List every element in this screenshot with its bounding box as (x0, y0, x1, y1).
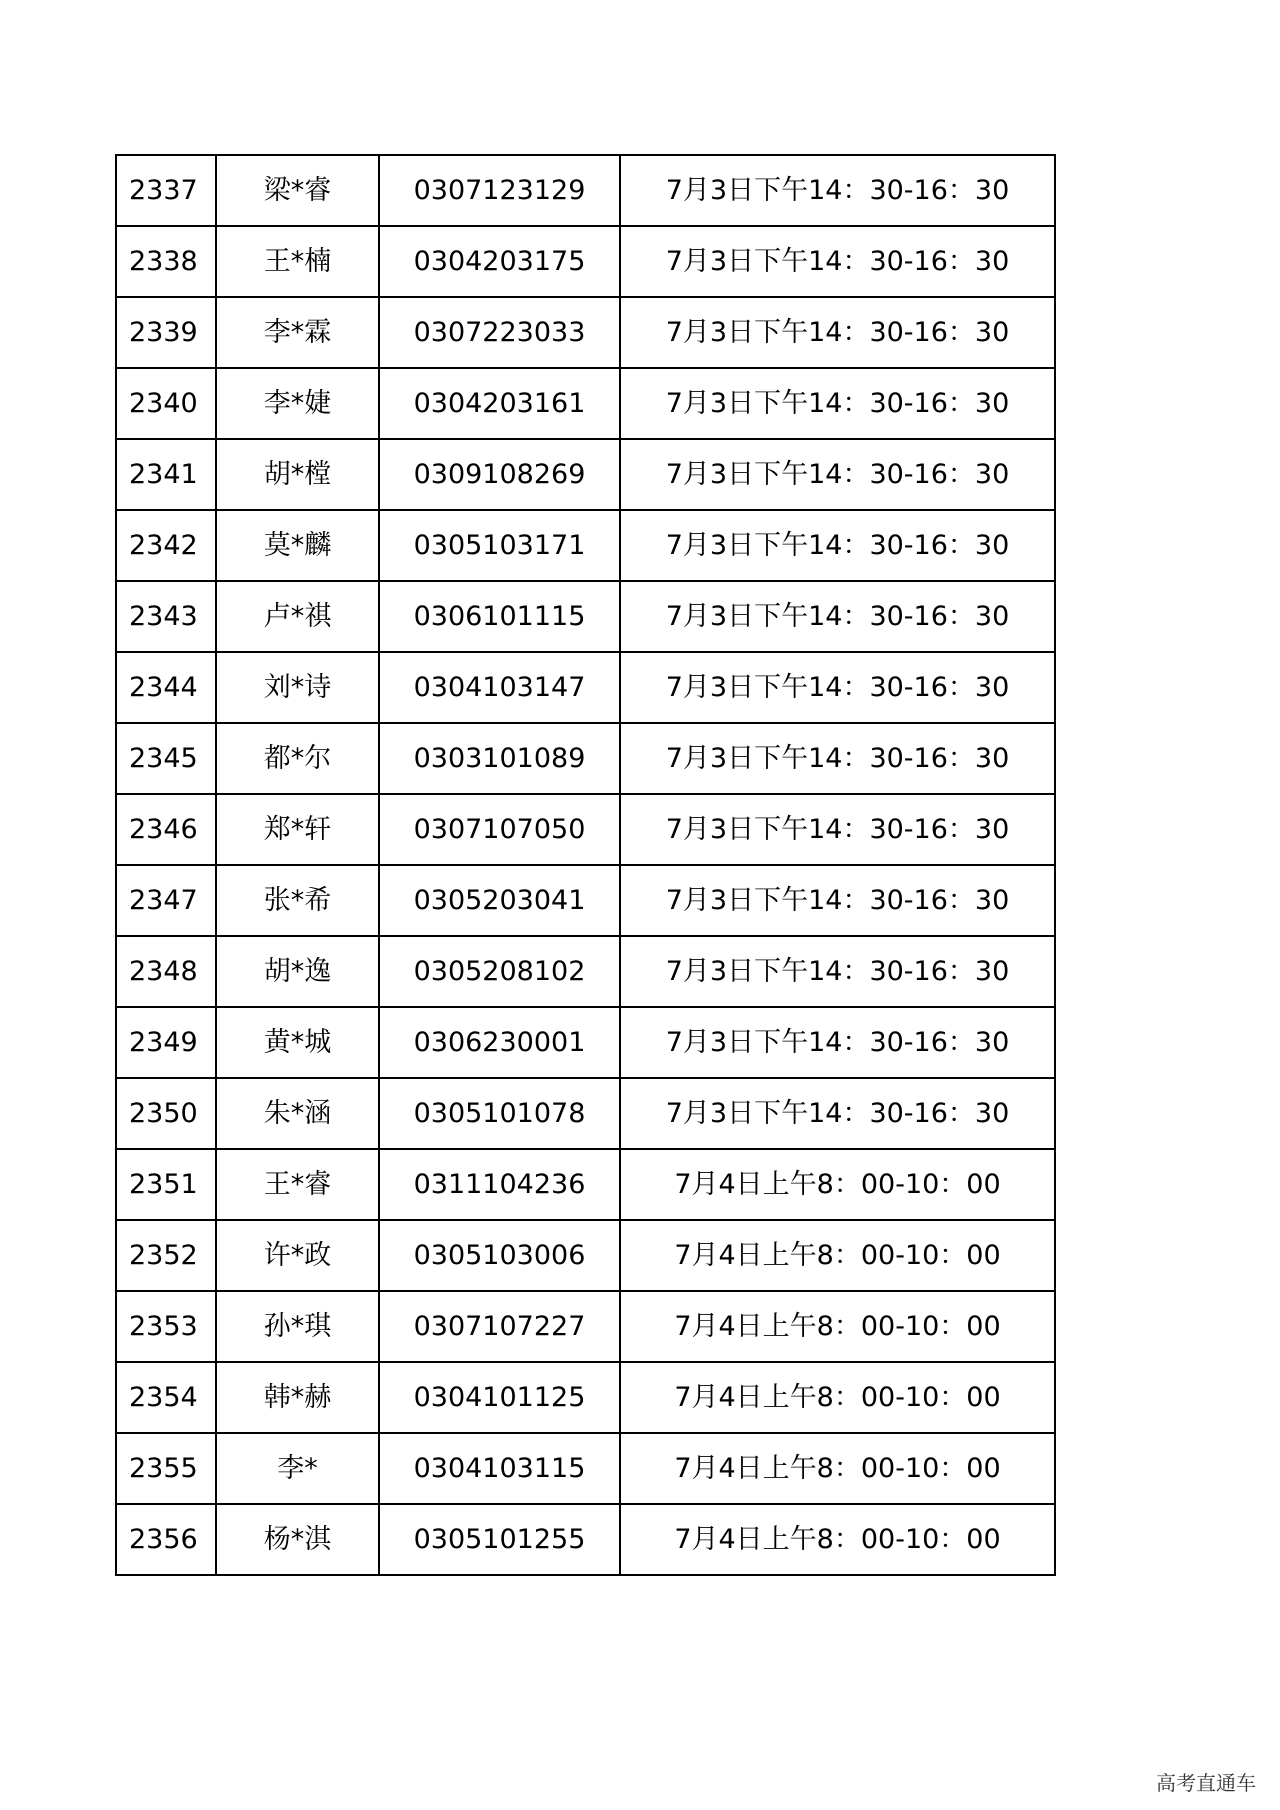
cell-number: 2346 (116, 794, 216, 865)
cell-name: 李* (216, 1433, 379, 1504)
cell-time: 7月4日上午8：00-10：00 (620, 1433, 1055, 1504)
cell-number: 2345 (116, 723, 216, 794)
cell-number: 2354 (116, 1362, 216, 1433)
table-row (116, 1291, 1055, 1362)
table-row (116, 439, 1055, 510)
cell-number: 2340 (116, 368, 216, 439)
cell-id: 0305203041 (379, 865, 620, 936)
cell-number: 2349 (116, 1007, 216, 1078)
cell-name: 李*婕 (216, 368, 379, 439)
cell-time: 7月3日下午14：30-16：30 (620, 652, 1055, 723)
cell-time: 7月3日下午14：30-16：30 (620, 865, 1055, 936)
table-row (116, 510, 1055, 581)
table-row (116, 226, 1055, 297)
cell-name: 胡*逸 (216, 936, 379, 1007)
cell-number: 2338 (116, 226, 216, 297)
cell-id: 0304103147 (379, 652, 620, 723)
cell-number: 2342 (116, 510, 216, 581)
cell-number: 2344 (116, 652, 216, 723)
cell-id: 0305208102 (379, 936, 620, 1007)
cell-time: 7月3日下午14：30-16：30 (620, 936, 1055, 1007)
cell-name: 孙*琪 (216, 1291, 379, 1362)
cell-time: 7月3日下午14：30-16：30 (620, 581, 1055, 652)
cell-id: 0307123129 (379, 155, 620, 226)
cell-id: 0311104236 (379, 1149, 620, 1220)
cell-id: 0304101125 (379, 1362, 620, 1433)
cell-time: 7月4日上午8：00-10：00 (620, 1362, 1055, 1433)
table-row (116, 1220, 1055, 1291)
cell-name: 梁*睿 (216, 155, 379, 226)
watermark-text: 高考直通车 (1156, 1771, 1256, 1795)
cell-number: 2351 (116, 1149, 216, 1220)
cell-time: 7月3日下午14：30-16：30 (620, 226, 1055, 297)
cell-time: 7月3日下午14：30-16：30 (620, 439, 1055, 510)
cell-id: 0304203175 (379, 226, 620, 297)
table-row (116, 1433, 1055, 1504)
cell-name: 郑*轩 (216, 794, 379, 865)
table-row (116, 1149, 1055, 1220)
cell-number: 2337 (116, 155, 216, 226)
table-row (116, 1362, 1055, 1433)
cell-id: 0307223033 (379, 297, 620, 368)
cell-id: 0305101255 (379, 1504, 620, 1575)
cell-name: 刘*诗 (216, 652, 379, 723)
cell-time: 7月4日上午8：00-10：00 (620, 1220, 1055, 1291)
cell-number: 2339 (116, 297, 216, 368)
cell-time: 7月3日下午14：30-16：30 (620, 1078, 1055, 1149)
table-row (116, 1078, 1055, 1149)
cell-id: 0304103115 (379, 1433, 620, 1504)
table-row (116, 368, 1055, 439)
table-row (116, 297, 1055, 368)
cell-time: 7月3日下午14：30-16：30 (620, 723, 1055, 794)
cell-name: 杨*淇 (216, 1504, 379, 1575)
cell-name: 朱*涵 (216, 1078, 379, 1149)
cell-number: 2347 (116, 865, 216, 936)
cell-id: 0307107227 (379, 1291, 620, 1362)
cell-time: 7月3日下午14：30-16：30 (620, 1007, 1055, 1078)
cell-name: 王*楠 (216, 226, 379, 297)
cell-name: 张*希 (216, 865, 379, 936)
cell-id: 0305103171 (379, 510, 620, 581)
cell-number: 2343 (116, 581, 216, 652)
cell-number: 2350 (116, 1078, 216, 1149)
table-row (116, 1007, 1055, 1078)
table-row (116, 581, 1055, 652)
table-row (116, 652, 1055, 723)
cell-time: 7月4日上午8：00-10：00 (620, 1504, 1055, 1575)
cell-name: 都*尔 (216, 723, 379, 794)
cell-id: 0305101078 (379, 1078, 620, 1149)
cell-time: 7月4日上午8：00-10：00 (620, 1149, 1055, 1220)
cell-id: 0306230001 (379, 1007, 620, 1078)
cell-time: 7月3日下午14：30-16：30 (620, 297, 1055, 368)
cell-id: 0303101089 (379, 723, 620, 794)
cell-name: 黄*城 (216, 1007, 379, 1078)
cell-number: 2341 (116, 439, 216, 510)
cell-name: 王*睿 (216, 1149, 379, 1220)
table-row (116, 936, 1055, 1007)
cell-name: 许*政 (216, 1220, 379, 1291)
table-body (116, 155, 1055, 1575)
cell-number: 2348 (116, 936, 216, 1007)
cell-time: 7月3日下午14：30-16：30 (620, 794, 1055, 865)
table-row (116, 723, 1055, 794)
schedule-table (115, 154, 1056, 1576)
cell-id: 0307107050 (379, 794, 620, 865)
cell-name: 胡*樘 (216, 439, 379, 510)
cell-time: 7月3日下午14：30-16：30 (620, 510, 1055, 581)
cell-id: 0305103006 (379, 1220, 620, 1291)
cell-time: 7月4日上午8：00-10：00 (620, 1291, 1055, 1362)
cell-id: 0306101115 (379, 581, 620, 652)
cell-id: 0304203161 (379, 368, 620, 439)
cell-number: 2356 (116, 1504, 216, 1575)
table-row (116, 155, 1055, 226)
cell-name: 卢*祺 (216, 581, 379, 652)
cell-name: 李*霖 (216, 297, 379, 368)
cell-number: 2352 (116, 1220, 216, 1291)
table-row (116, 1504, 1055, 1575)
cell-name: 韩*赫 (216, 1362, 379, 1433)
cell-time: 7月3日下午14：30-16：30 (620, 155, 1055, 226)
table-row (116, 794, 1055, 865)
cell-time: 7月3日下午14：30-16：30 (620, 368, 1055, 439)
table-row (116, 865, 1055, 936)
cell-name: 莫*麟 (216, 510, 379, 581)
cell-id: 0309108269 (379, 439, 620, 510)
cell-number: 2355 (116, 1433, 216, 1504)
cell-number: 2353 (116, 1291, 216, 1362)
